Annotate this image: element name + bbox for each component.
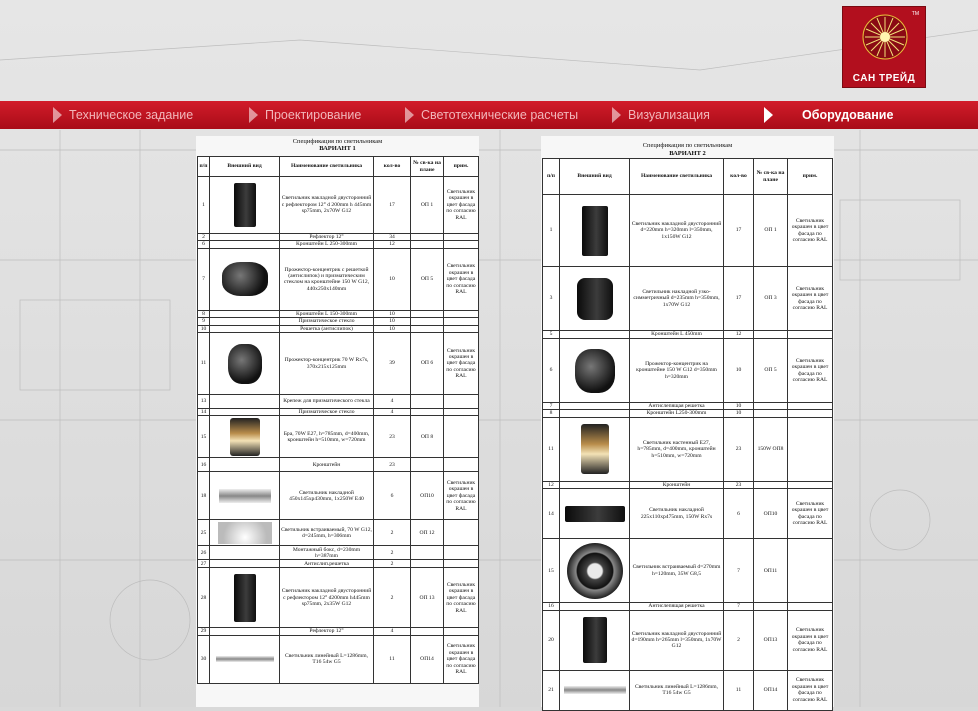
table-row[interactable]: [543, 610, 833, 670]
row-qty: 2: [724, 610, 754, 670]
row-num: 11: [543, 417, 560, 481]
row-num: 15: [198, 416, 210, 458]
row-name: Кронштейн: [280, 458, 374, 472]
spec-sheet-variant-2: [541, 136, 834, 707]
row-name: Призматическое стекло: [280, 409, 374, 416]
product-photo: [210, 409, 280, 416]
table-row[interactable]: [198, 472, 479, 520]
row-plan: ОП 13: [411, 568, 444, 628]
chevron-right-icon: [53, 107, 62, 123]
row-note: [444, 318, 479, 325]
row-qty: 10: [374, 325, 411, 332]
row-note: [788, 403, 833, 410]
row-name: Светильник линейный L=1286mm, T16 54w G5: [280, 635, 374, 683]
row-qty: 12: [724, 331, 754, 339]
row-name: Светильник настенный E27, h=785mm, d=400mm, кронштейн h=510mm, w=720mm: [630, 417, 724, 481]
row-plan: [411, 409, 444, 416]
row-name: Кронштейн: [630, 481, 724, 488]
product-photo: [560, 417, 630, 481]
row-num: 7: [198, 248, 210, 310]
sun-icon: [861, 13, 909, 61]
row-qty: 4: [374, 395, 411, 409]
product-photo: [560, 539, 630, 603]
row-name: Кронштейн L250-300mm: [630, 410, 724, 417]
row-note: [788, 417, 833, 481]
table-row[interactable]: [543, 339, 833, 403]
row-name: Антислепящая решетка: [630, 603, 724, 610]
chevron-right-icon: [764, 107, 773, 123]
product-photo: [560, 410, 630, 417]
spec-caption: Спецификация по светильникам: [292, 138, 383, 145]
row-plan: [411, 241, 444, 248]
row-note: [444, 310, 479, 317]
product-photo: [210, 318, 280, 325]
row-num: 3: [543, 267, 560, 331]
row-plan: ОП10: [411, 472, 444, 520]
table-row[interactable]: [198, 325, 479, 332]
row-note: [444, 628, 479, 635]
row-name: Светильник встраиваемый, 70 W G12, d=245mm, h=306mm: [280, 520, 374, 546]
product-photo: [210, 241, 280, 248]
table-row[interactable]: [543, 417, 833, 481]
col-header-num: п/п: [543, 159, 560, 195]
row-plan: ОП14: [411, 635, 444, 683]
row-name: Кронштейн L 150-300mm: [280, 310, 374, 317]
row-name: Светильник накладной 450x145xp430mm, 1x250W E40: [280, 472, 374, 520]
table-row[interactable]: [543, 195, 833, 267]
main-nav: [0, 101, 978, 129]
product-photo: [560, 610, 630, 670]
row-note: Светильник окрашен в цвет фасада по согласию RAL: [788, 195, 833, 267]
row-plan: [411, 560, 444, 568]
row-name: Бра, 70W E27, h=785mm, d=400mm, кронштейн h=510mm, w=720mm: [280, 416, 374, 458]
row-note: [444, 395, 479, 409]
row-num: 25: [198, 520, 210, 546]
row-name: Антислепящая решетка: [630, 403, 724, 410]
table-row[interactable]: [543, 403, 833, 410]
row-plan: [411, 546, 444, 560]
product-photo: [210, 333, 280, 395]
row-note: Светильник окрашен в цвет фасада по согласию RAL: [444, 177, 479, 234]
row-num: 5: [543, 331, 560, 339]
row-note: [444, 546, 479, 560]
row-qty: 10: [724, 403, 754, 410]
row-plan: ОП13: [754, 610, 788, 670]
table-row[interactable]: [198, 628, 479, 635]
table-row[interactable]: [198, 241, 479, 248]
row-num: 1: [198, 177, 210, 234]
col-header-qty: кол-во: [724, 159, 754, 195]
row-note: Светильник окрашен в цвет фасада по согласию RAL: [788, 339, 833, 403]
table-row[interactable]: [198, 520, 479, 546]
row-qty: 17: [374, 177, 411, 234]
row-name: Рефлектор 12°: [280, 628, 374, 635]
row-num: 16: [543, 603, 560, 610]
product-photo: [210, 635, 280, 683]
row-num: 28: [198, 568, 210, 628]
product-photo: [560, 670, 630, 710]
row-qty: 10: [374, 310, 411, 317]
row-qty: 4: [374, 628, 411, 635]
row-name: Монтажный бокс, d=230mm h=387mm: [280, 546, 374, 560]
table-row[interactable]: [198, 546, 479, 560]
row-plan: [754, 410, 788, 417]
product-photo: [210, 520, 280, 546]
row-num: 16: [198, 458, 210, 472]
row-note: [444, 520, 479, 546]
product-photo: [210, 416, 280, 458]
product-photo: [210, 395, 280, 409]
row-num: 2: [198, 234, 210, 241]
chevron-right-icon: [405, 107, 414, 123]
row-note: [444, 241, 479, 248]
row-name: Светильник накладной двусторонний с рефлектором 12° d 200mm h 445mm sp75mm, 2x70W G12: [280, 177, 374, 234]
row-num: 6: [543, 339, 560, 403]
product-photo: [560, 481, 630, 488]
row-qty: 11: [374, 635, 411, 683]
row-name: Кронштейн L 450mm: [630, 331, 724, 339]
row-note: [788, 331, 833, 339]
table-row[interactable]: [543, 670, 833, 710]
row-qty: 12: [374, 241, 411, 248]
row-qty: 2: [374, 560, 411, 568]
col-header-plan: № св-ка на плане: [754, 159, 788, 195]
col-header-appearance: Внешний вид: [210, 157, 280, 177]
table-row[interactable]: [543, 489, 833, 539]
row-qty: 11: [724, 670, 754, 710]
row-num: 7: [543, 403, 560, 410]
row-qty: 10: [724, 339, 754, 403]
row-num: 20: [543, 610, 560, 670]
row-plan: ОП 1: [411, 177, 444, 234]
row-num: 14: [198, 409, 210, 416]
table-row[interactable]: [198, 177, 479, 234]
row-plan: ОП11: [754, 539, 788, 603]
row-name: Светильник линейный L=1286mm, T16 54w G5: [630, 670, 724, 710]
row-name: Решетка (антислипок): [280, 325, 374, 332]
row-name: Светильник накладной 225x110xp475mm, 150W Rx7s: [630, 489, 724, 539]
row-plan: [411, 234, 444, 241]
table-row[interactable]: [198, 568, 479, 628]
row-qty: 23: [374, 458, 411, 472]
row-note: Светильник окрашен в цвет фасада по согласию RAL: [444, 635, 479, 683]
row-note: Светильник окрашен в цвет фасада по согласию RAL: [788, 267, 833, 331]
row-num: 8: [543, 410, 560, 417]
row-qty: 17: [724, 195, 754, 267]
product-photo: [210, 177, 280, 234]
tab-design[interactable]: Проектирование: [265, 108, 362, 122]
table-row[interactable]: [543, 603, 833, 610]
row-num: 27: [198, 560, 210, 568]
row-num: 18: [198, 472, 210, 520]
row-plan: [754, 331, 788, 339]
spec-caption: Спецификация по светильникам: [642, 142, 733, 149]
row-qty: 34: [374, 234, 411, 241]
row-note: [788, 603, 833, 610]
row-name: Прожектор-концентрик с решеткой (антислипок) и призматическим стеклом на кронштейне 150 W G12, 440x250x140mm: [280, 248, 374, 310]
row-name: Светильник накладной двусторонний d=220mm h=320mm l=350mm, 1x150W G12: [630, 195, 724, 267]
row-qty: 39: [374, 333, 411, 395]
row-qty: 7: [724, 539, 754, 603]
product-photo: [560, 267, 630, 331]
row-plan: [411, 310, 444, 317]
row-plan: [754, 403, 788, 410]
table-row[interactable]: [198, 333, 479, 395]
table-row[interactable]: [198, 635, 479, 683]
row-plan: [411, 318, 444, 325]
row-qty: 23: [724, 417, 754, 481]
row-qty: 10: [724, 410, 754, 417]
row-qty: 6: [374, 472, 411, 520]
row-note: Светильник окрашен в цвет фасада по согласию RAL: [788, 670, 833, 710]
row-plan: ОП14: [754, 670, 788, 710]
row-num: 14: [543, 489, 560, 539]
product-photo: [210, 628, 280, 635]
row-qty: 23: [374, 416, 411, 458]
row-num: 10: [198, 325, 210, 332]
spec-table-2: [542, 158, 833, 711]
row-name: Светильник встраиваемый d=270mm h=120mm, 35W G8,5: [630, 539, 724, 603]
row-note: [788, 481, 833, 488]
spec-variant: ВАРИАНТ 1: [319, 145, 356, 152]
table-row[interactable]: [198, 560, 479, 568]
row-plan: [411, 325, 444, 332]
table-row[interactable]: [198, 409, 479, 416]
product-photo: [210, 560, 280, 568]
row-name: Антислип.решетка: [280, 560, 374, 568]
chevron-right-icon: [249, 107, 258, 123]
row-qty: 10: [374, 248, 411, 310]
col-header-name: Наименование светильника: [630, 159, 724, 195]
col-header-num: п/п: [198, 157, 210, 177]
row-name: Светильник накладной двусторонний с рефлектором 12° d200mm h445mm sp75mm, 2x35W G12: [280, 568, 374, 628]
row-note: Светильник окрашен в цвет фасада по согласию RAL: [444, 568, 479, 628]
row-note: Светильник окрашен в цвет фасада по согласию RAL: [788, 489, 833, 539]
product-photo: [560, 331, 630, 339]
product-photo: [210, 248, 280, 310]
row-name: Светильник накладной двусторонний d=190mm h=265mm l=350mm, 1x70W G12: [630, 610, 724, 670]
row-name: Прожектор-концентрик на кронштейне 150 W G12 d=350mm h=320mm: [630, 339, 724, 403]
col-header-plan: № св-ка на плане: [411, 157, 444, 177]
row-plan: ОП 5: [411, 248, 444, 310]
table-row[interactable]: [198, 318, 479, 325]
row-qty: 17: [724, 267, 754, 331]
product-photo: [210, 325, 280, 332]
row-qty: 10: [374, 318, 411, 325]
col-header-name: Наименование светильника: [280, 157, 374, 177]
row-num: 13: [198, 395, 210, 409]
row-num: 1: [543, 195, 560, 267]
row-num: 6: [198, 241, 210, 248]
row-num: 12: [543, 481, 560, 488]
product-photo: [210, 568, 280, 628]
table-row[interactable]: [198, 458, 479, 472]
table-row[interactable]: [198, 395, 479, 409]
tab-lighting-calc[interactable]: Светотехнические расчеты: [421, 108, 579, 122]
row-plan: ОП 12: [411, 520, 444, 546]
table-row[interactable]: [198, 416, 479, 458]
row-name: Крепеж для призматического стекла: [280, 395, 374, 409]
row-plan: [754, 481, 788, 488]
row-qty: 7: [724, 603, 754, 610]
product-photo: [560, 489, 630, 539]
row-plan: ОП 3: [754, 267, 788, 331]
row-plan: [411, 395, 444, 409]
row-name: Кронштейн L 250-300mm: [280, 241, 374, 248]
row-note: Светильник окрашен в цвет фасада по согласию RAL: [444, 333, 479, 395]
table-row[interactable]: [198, 248, 479, 310]
row-num: 30: [198, 635, 210, 683]
row-note: [788, 539, 833, 603]
row-num: 29: [198, 628, 210, 635]
row-name: Призматическое стекло: [280, 318, 374, 325]
row-num: 9: [198, 318, 210, 325]
table-row[interactable]: [198, 234, 479, 241]
trademark-mark: TM: [911, 11, 919, 17]
col-header-qty: кол-во: [374, 157, 411, 177]
row-num: 21: [543, 670, 560, 710]
row-plan: 150W ОП8: [754, 417, 788, 481]
product-photo: [560, 339, 630, 403]
row-note: [444, 416, 479, 458]
row-qty: 2: [374, 520, 411, 546]
table-row[interactable]: [543, 539, 833, 603]
row-qty: 6: [724, 489, 754, 539]
row-note: Светильник окрашен в цвет фасада по согласию RAL: [444, 248, 479, 310]
row-num: 8: [198, 310, 210, 317]
row-name: Светильник накладной узко-симметричный d=235mm h=350mm, 1x70W G12: [630, 267, 724, 331]
col-header-note: прим.: [444, 157, 479, 177]
row-plan: ОП10: [754, 489, 788, 539]
row-qty: 2: [374, 568, 411, 628]
row-note: [444, 325, 479, 332]
row-qty: 4: [374, 409, 411, 416]
row-plan: ОП 5: [754, 339, 788, 403]
tab-visualization[interactable]: Визуализация: [628, 108, 710, 122]
row-note: [444, 409, 479, 416]
row-note: Светильник окрашен в цвет фасада по согласию RAL: [788, 610, 833, 670]
row-note: [444, 234, 479, 241]
product-photo: [210, 546, 280, 560]
product-photo: [210, 310, 280, 317]
row-name: Рефлектор 12°: [280, 234, 374, 241]
product-photo: [210, 472, 280, 520]
row-name: Прожектор-концентрик 70 W Rx7s, 370x215x125mm: [280, 333, 374, 395]
table-row[interactable]: [543, 331, 833, 339]
brand-name: САН ТРЕЙД: [852, 73, 916, 84]
row-qty: 2: [374, 546, 411, 560]
row-plan: [411, 628, 444, 635]
col-header-appearance: Внешний вид: [560, 159, 630, 195]
row-plan: ОП 8: [411, 416, 444, 458]
row-num: 11: [198, 333, 210, 395]
brand-logo[interactable]: [842, 6, 926, 88]
row-num: 26: [198, 546, 210, 560]
spec-table-1: [197, 156, 479, 684]
tab-technical-task[interactable]: Техническое задание: [69, 108, 194, 122]
product-photo: [210, 458, 280, 472]
product-photo: [560, 195, 630, 267]
row-num: 15: [543, 539, 560, 603]
row-plan: [754, 603, 788, 610]
table-row[interactable]: [543, 410, 833, 417]
row-qty: 23: [724, 481, 754, 488]
row-plan: ОП 6: [411, 333, 444, 395]
product-photo: [210, 234, 280, 241]
product-photo: [560, 403, 630, 410]
row-note: [444, 560, 479, 568]
product-photo: [560, 603, 630, 610]
spec-variant: ВАРИАНТ 2: [669, 150, 706, 157]
row-note: [788, 410, 833, 417]
table-row[interactable]: [198, 310, 479, 317]
col-header-note: прим.: [788, 159, 833, 195]
tab-equipment[interactable]: Оборудование: [802, 108, 894, 122]
table-row[interactable]: [543, 481, 833, 488]
row-note: [444, 458, 479, 472]
table-row[interactable]: [543, 267, 833, 331]
chevron-right-icon: [612, 107, 621, 123]
row-note: Светильник окрашен в цвет фасада по согласию RAL: [444, 472, 479, 520]
spec-sheet-variant-1: [196, 136, 479, 707]
row-plan: ОП 1: [754, 195, 788, 267]
row-plan: [411, 458, 444, 472]
